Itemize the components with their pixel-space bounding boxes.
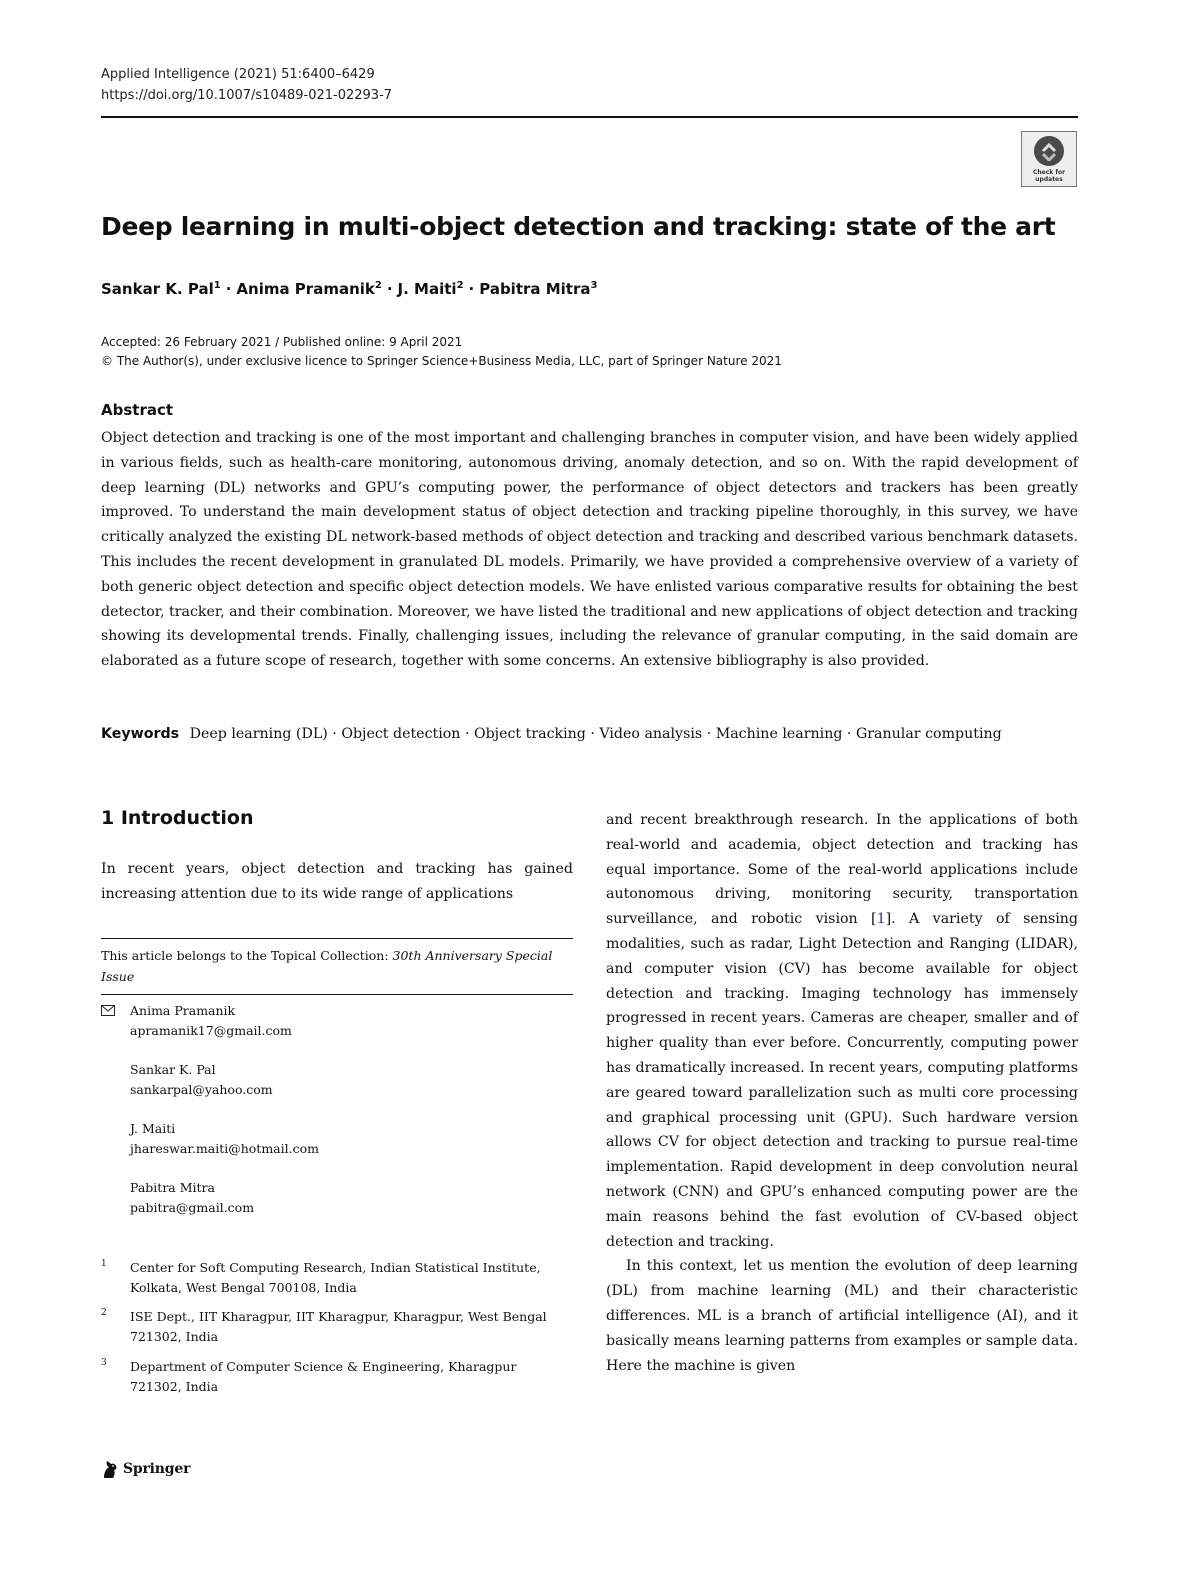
article-title: Deep learning in multi-object detection and tracking: state of the art bbox=[101, 212, 1056, 241]
author-name[interactable]: Anima Pramanik$^2$ bbox=[236, 280, 382, 298]
publisher-logo bbox=[101, 1459, 190, 1479]
header-rule bbox=[101, 116, 1078, 118]
contact-entry bbox=[130, 1001, 560, 1041]
keywords-text: Deep learning (DL) · Object detection · Object tracking · Video analysis · Machine learning · Granular computing bbox=[189, 726, 1002, 742]
contact-entry bbox=[130, 1119, 560, 1159]
affiliation-number: 3 bbox=[101, 1358, 107, 1368]
journal-citation: Applied Intelligence (2021) 51:6400–6429 bbox=[101, 67, 375, 82]
affiliation-number: 2 bbox=[101, 1308, 107, 1318]
abstract-heading: Abstract bbox=[101, 401, 174, 419]
copyright-notice: © The Author(s), under exclusive licence to Springer Science+Business Media, LLC, part of Springer Nature 2021 bbox=[101, 354, 782, 368]
affiliation-text: Department of Computer Science & Engineering, Kharagpur 721302, India bbox=[130, 1359, 517, 1394]
topical-collection-note: This article belongs to the Topical Collection: 30th Anniversary Special Issue bbox=[101, 948, 553, 984]
section-heading-introduction: 1 Introduction bbox=[101, 807, 254, 829]
author-name[interactable]: J. Maiti$^2$ bbox=[397, 280, 464, 298]
author-list: Sankar K. Pal$^1$ · Anima Pramanik$^2$ · J. Maiti$^2$ · Pabitra Mitra$^3$ bbox=[101, 280, 598, 298]
doi-link[interactable]: https://doi.org/10.1007/s10489-021-02293-7 bbox=[101, 88, 393, 103]
affiliation-number: 1 bbox=[101, 1259, 107, 1269]
corresponding-contacts bbox=[130, 1001, 560, 1237]
publisher-name: Springer bbox=[123, 1461, 191, 1477]
check-for-updates-badge[interactable] bbox=[1021, 131, 1077, 187]
contact-name: Pabitra Mitra bbox=[130, 1180, 215, 1195]
publication-info bbox=[101, 333, 782, 371]
contact-email[interactable]: jhareswar.maiti@hotmail.com bbox=[130, 1141, 319, 1156]
contact-entry bbox=[130, 1060, 560, 1100]
intro-paragraph: and recent breakthrough research. In the applications of both real-world and academia, object detection and tracking has equal importance. Some of the real-world applications include autonomous driving, monitoring security, transportation surveillance, and robotic vision [1]. A variety of sensing modalities, such as radar, Light Detection and Ranging (LIDAR), and computer vision (CV) has become available for object detection and tracking. Imaging technology has immensely progressed in recent years. Cameras are cheaper, smaller and of higher quality than ever before. Concurrently, computing power has dramatically increased. In recent years, computing platforms are geared toward parallelization such as multi core processing and graphical processing unit (GPU). Such hardware version allows CV for object detection and tracking to pursue real-time implementation. Rapid development in deep convolution neural network (CNN) and GPU’s enhanced computing power are the main reasons behind the fast evolution of CV-based object detection and tracking. bbox=[606, 812, 1078, 1250]
keywords-label: Keywords bbox=[101, 726, 180, 742]
crossmark-label: Check for updates bbox=[1032, 168, 1066, 183]
footnote-rule bbox=[101, 938, 573, 939]
footnote-divider bbox=[101, 994, 573, 995]
crossmark-icon bbox=[1034, 136, 1064, 166]
collection-name: 30th Anniversary Special Issue bbox=[101, 948, 553, 984]
contact-email[interactable]: apramanik17@gmail.com bbox=[130, 1023, 292, 1038]
intro-left-paragraph: In recent years, object detection and tracking has gained increasing attention due to its wide range of applications bbox=[101, 861, 573, 902]
springer-horse-icon bbox=[101, 1459, 119, 1479]
contact-email[interactable]: pabitra@gmail.com bbox=[130, 1200, 255, 1215]
affiliation-text: ISE Dept., IIT Kharagpur, IIT Kharagpur, Kharagpur, West Bengal 721302, India bbox=[130, 1309, 547, 1344]
intro-paragraph: In this context, let us mention the evolution of deep learning (DL) from machine learning (ML) and their characteristic differences. ML is a branch of artificial intelligence (AI), and it basically means learning patterns from examples or sample data. Here the machine is given bbox=[606, 1258, 1078, 1374]
journal-header bbox=[101, 64, 392, 106]
contact-email[interactable]: sankarpal@yahoo.com bbox=[130, 1082, 273, 1097]
citation-link[interactable]: 1 bbox=[876, 911, 886, 928]
contact-name: Anima Pramanik bbox=[130, 1003, 236, 1018]
contact-entry bbox=[130, 1178, 560, 1218]
author-name[interactable]: Pabitra Mitra$^3$ bbox=[479, 280, 598, 298]
affiliation-text: Center for Soft Computing Research, Indian Statistical Institute, Kolkata, West Bengal 700108, India bbox=[130, 1260, 541, 1295]
contact-name: Sankar K. Pal bbox=[130, 1062, 216, 1077]
envelope-icon bbox=[101, 1005, 115, 1016]
abstract-text: Object detection and tracking is one of the most important and challenging branches in computer vision, and have been widely applied in various fields, such as health-care monitoring, autonomous driving, anomaly detection, and so on. With the rapid development of deep learning (DL) networks and GPU’s computing power, the performance of object detectors and trackers has been greatly improved. To understand the main development status of object detection and tracking pipeline thoroughly, in this survey, we have critically analyzed the existing DL network-based methods of object detection and tracking and described various benchmark datasets. This includes the recent development in granulated DL models. Primarily, we have provided a comprehensive overview of a variety of both generic object detection and specific object detection models. We have enlisted various comparative results for obtaining the best detector, tracker, and their combination. Moreover, we have listed the traditional and new applications of object detection and tracking showing its developmental trends. Finally, challenging issues, including the relevance of granular computing, in the said domain are elaborated as a future scope of research, together with some concerns. An extensive bibliography is also provided. bbox=[101, 430, 1078, 670]
author-name[interactable]: Sankar K. Pal$^1$ bbox=[101, 280, 221, 298]
contact-name: J. Maiti bbox=[130, 1121, 176, 1136]
intro-right-column bbox=[606, 808, 1078, 1378]
keywords bbox=[101, 722, 1021, 747]
publication-dates: Accepted: 26 February 2021 / Published online: 9 April 2021 bbox=[101, 335, 463, 349]
